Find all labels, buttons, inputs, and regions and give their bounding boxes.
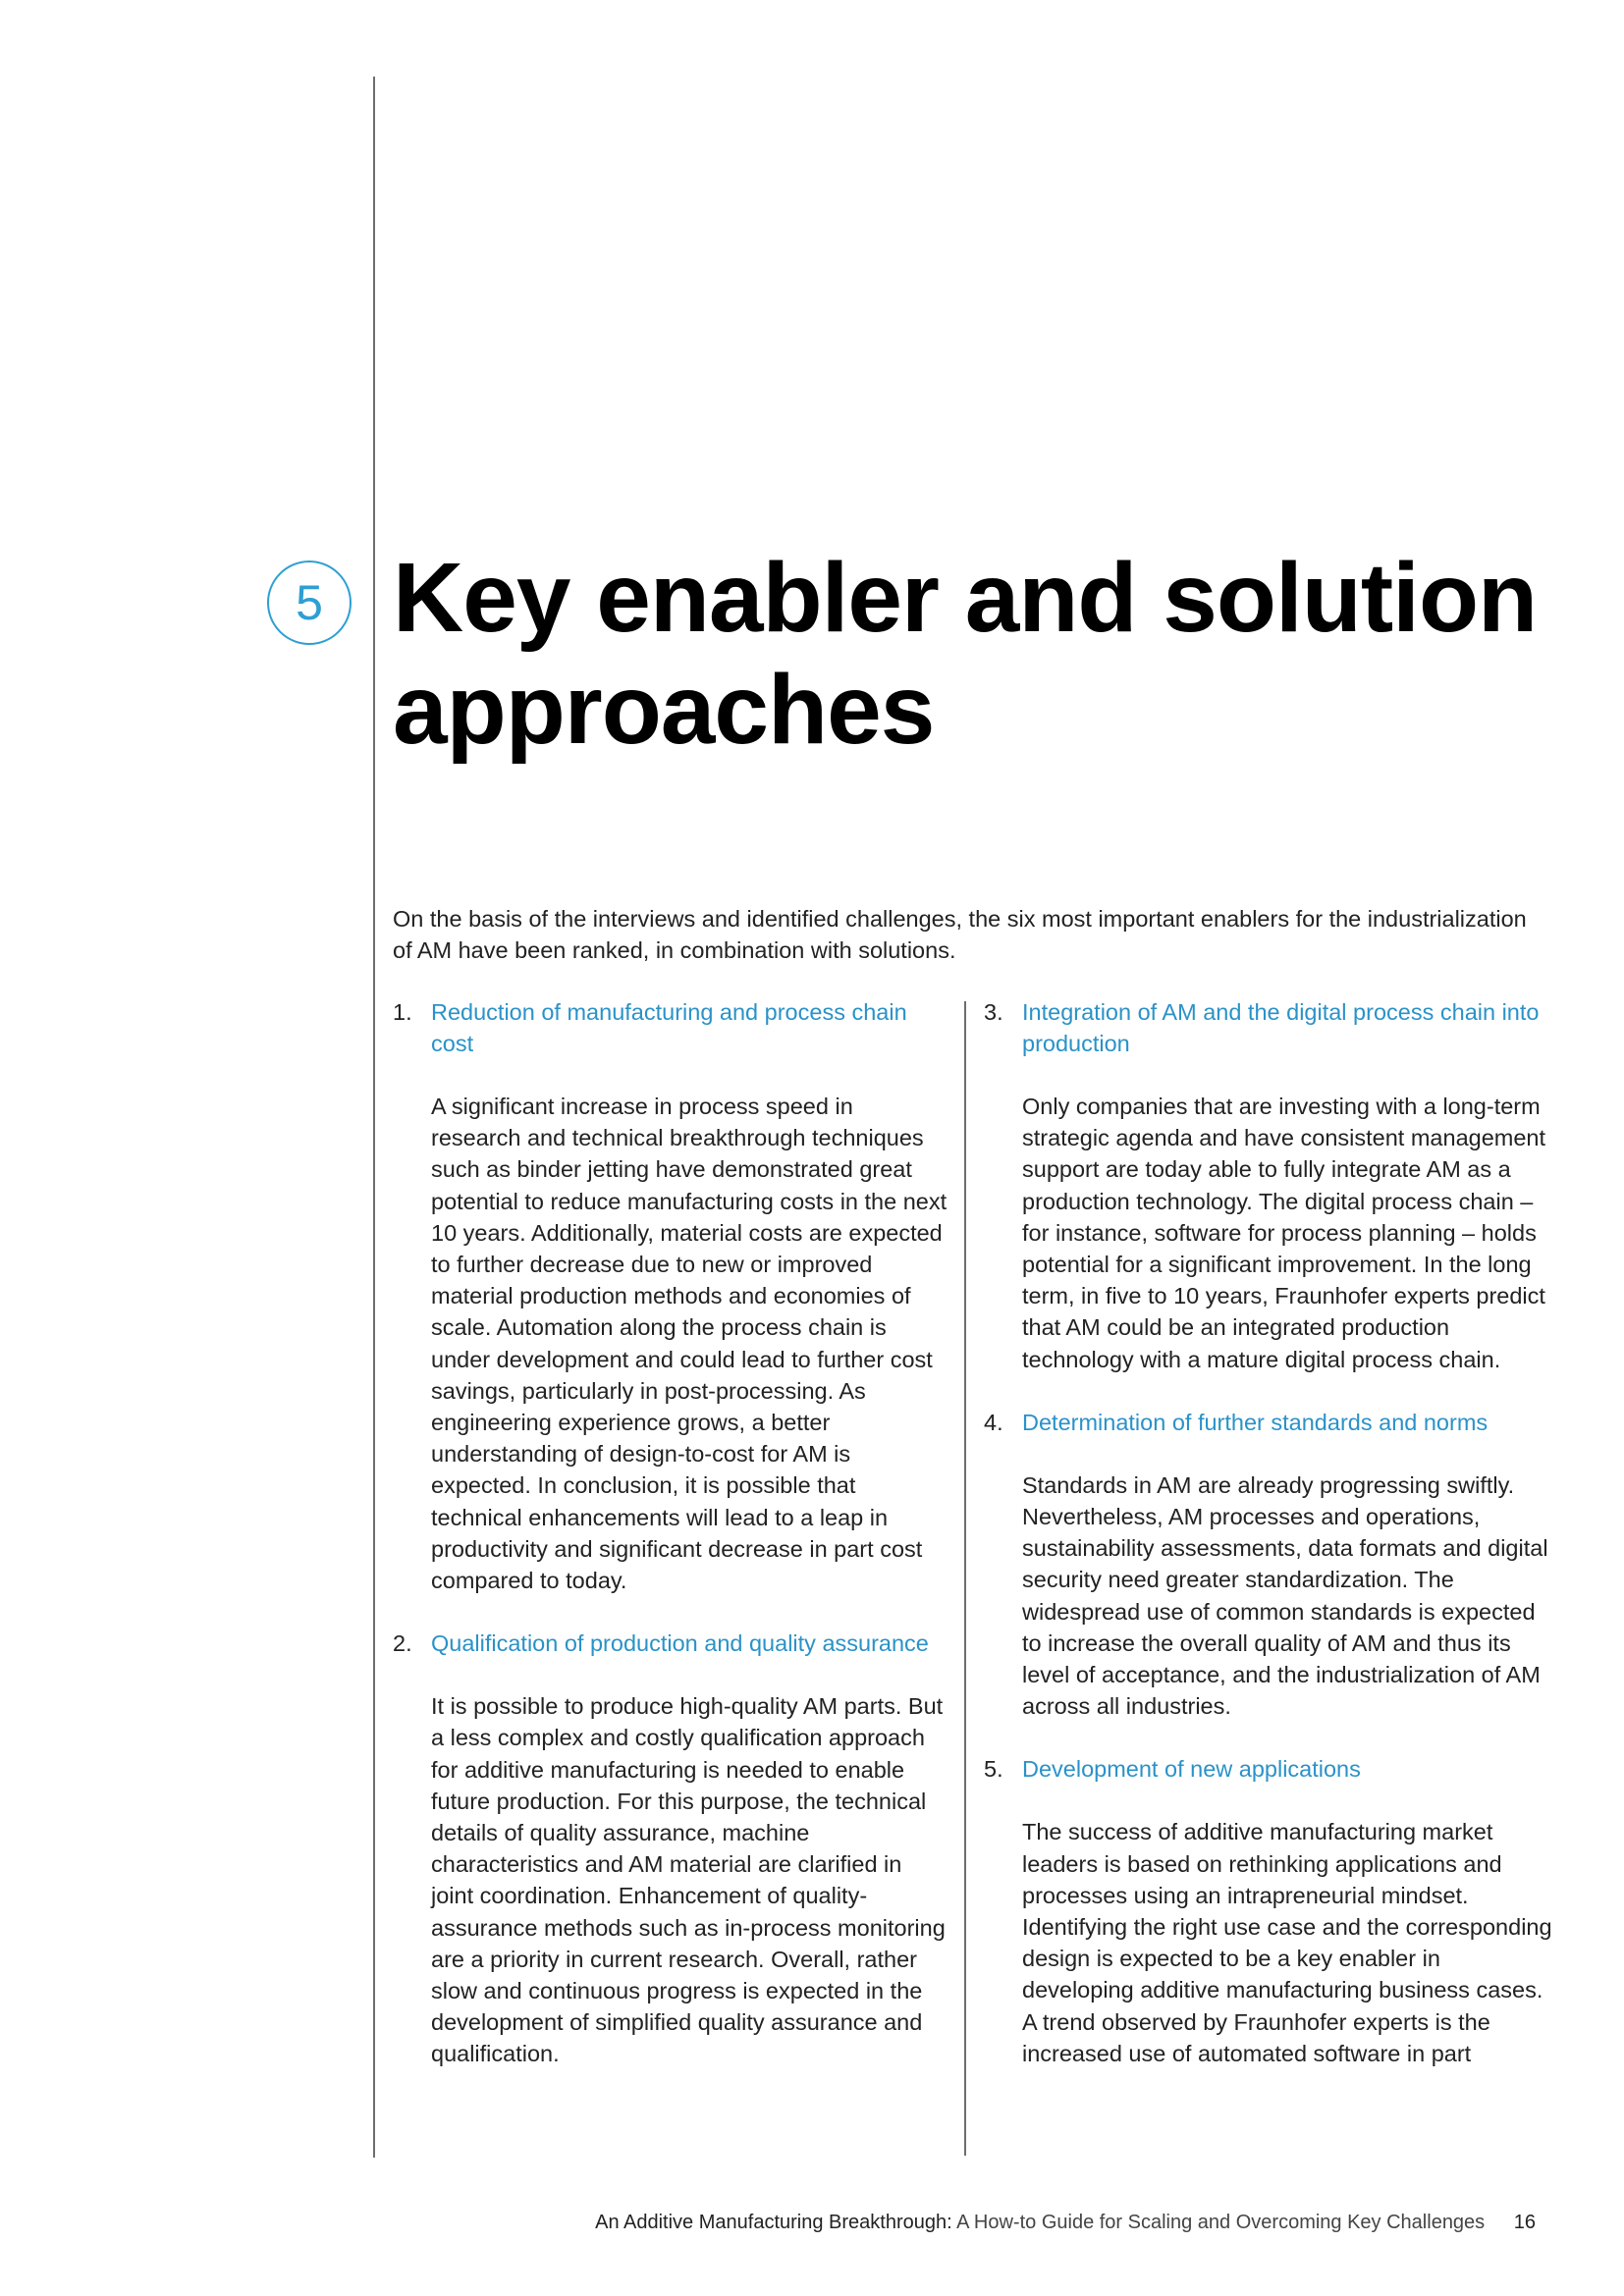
- page-number: 16: [1513, 2212, 1536, 2233]
- chapter-number: 5: [296, 575, 323, 630]
- enabler-item-2: [393, 1628, 948, 2069]
- enabler-number: 3.: [984, 999, 1003, 1025]
- enabler-item-5: [984, 1753, 1553, 2069]
- vertical-rule: [373, 77, 375, 2158]
- enabler-item-4: [984, 1407, 1553, 1723]
- enabler-text: The success of additive manufacturing market leaders is based on rethinking applications and processes using an intrapreneurial mindset. Identifying the right use case and the corresponding design is expected to be a key enabler in developing additive manufacturing business cases. A trend observed by Fraunhofer experts is the increased use of automated software in part: [1022, 1819, 1552, 2066]
- enabler-number: 2.: [393, 1630, 412, 1657]
- footer-title-bold: An Additive Manufacturing Breakthrough:: [595, 2212, 952, 2233]
- enabler-heading: Integration of AM and the digital process chain into production: [1022, 999, 1540, 1056]
- left-column: [393, 996, 948, 2070]
- enabler-number: 1.: [393, 999, 412, 1025]
- chapter-title: Key enabler and solution approaches: [393, 543, 1538, 765]
- enabler-heading: Development of new applications: [1022, 1756, 1361, 1783]
- page-footer: [595, 2212, 1536, 2234]
- enabler-item-1: [393, 996, 948, 1596]
- enabler-heading: Qualification of production and quality assurance: [431, 1630, 929, 1657]
- enabler-text: A significant increase in process speed in research and technical breakthrough techniques such as binder jetting have demonstrated great potential to reduce manufacturing costs in the next 10 years. Additionally, material costs are expected to further decrease due to new or improved material production methods and economies of scale. Automation along the process chain is under development and could lead to further cost savings, particularly in post-processing. As engineering experience grows, a better understanding of design-to-cost for AM is expected. In conclusion, it is possible that technical enhancements will lead to a leap in productivity and significant decrease in part cost compared to today.: [431, 1094, 947, 1594]
- enabler-item-3: [984, 996, 1553, 1375]
- enabler-number: 4.: [984, 1409, 1003, 1435]
- enabler-heading: Reduction of manufacturing and process chain cost: [431, 999, 907, 1056]
- right-column: [984, 996, 1553, 2069]
- enabler-text: It is possible to produce high-quality AM parts. But a less complex and costly qualification approach for additive manufacturing is needed to enable future production. For this purpose, the technical details of quality assurance, machine characteristics and AM material are clarified in joint coordination. Enhancement of quality-assurance methods such as in-process monitoring are a priority in current research. Overall, rather slow and continuous progress is expected in the development of simplified quality assurance and qualification.: [431, 1693, 946, 2067]
- enabler-number: 5.: [984, 1756, 1003, 1783]
- column-divider: [964, 1001, 966, 2156]
- enabler-text: Standards in AM are already progressing swiftly. Nevertheless, AM processes and operations, sustainability assessments, data formats and digital security need greater standardization. The widespread use of common standards is expected to increase the overall quality of AM and thus its level of acceptance, and the industrialization of AM across all industries.: [1022, 1471, 1548, 1720]
- enabler-heading: Determination of further standards and norms: [1022, 1409, 1489, 1435]
- footer-title-rest: A How-to Guide for Scaling and Overcoming Key Challenges: [956, 2212, 1486, 2233]
- chapter-number-badge: [267, 561, 352, 645]
- enabler-text: Only companies that are investing with a long-term strategic agenda and have consistent management support are today able to fully integrate AM as a production technology. The digital process chain – for instance, software for process planning – holds potential for a significant improvement. In the long term, in five to 10 years, Fraunhofer experts predict that AM could be an integrated production technology with a mature digital process chain.: [1022, 1094, 1546, 1372]
- intro-paragraph: On the basis of the interviews and identified challenges, the six most important enablers for the industrialization of AM have been ranked, in combination with solutions.: [393, 906, 1527, 963]
